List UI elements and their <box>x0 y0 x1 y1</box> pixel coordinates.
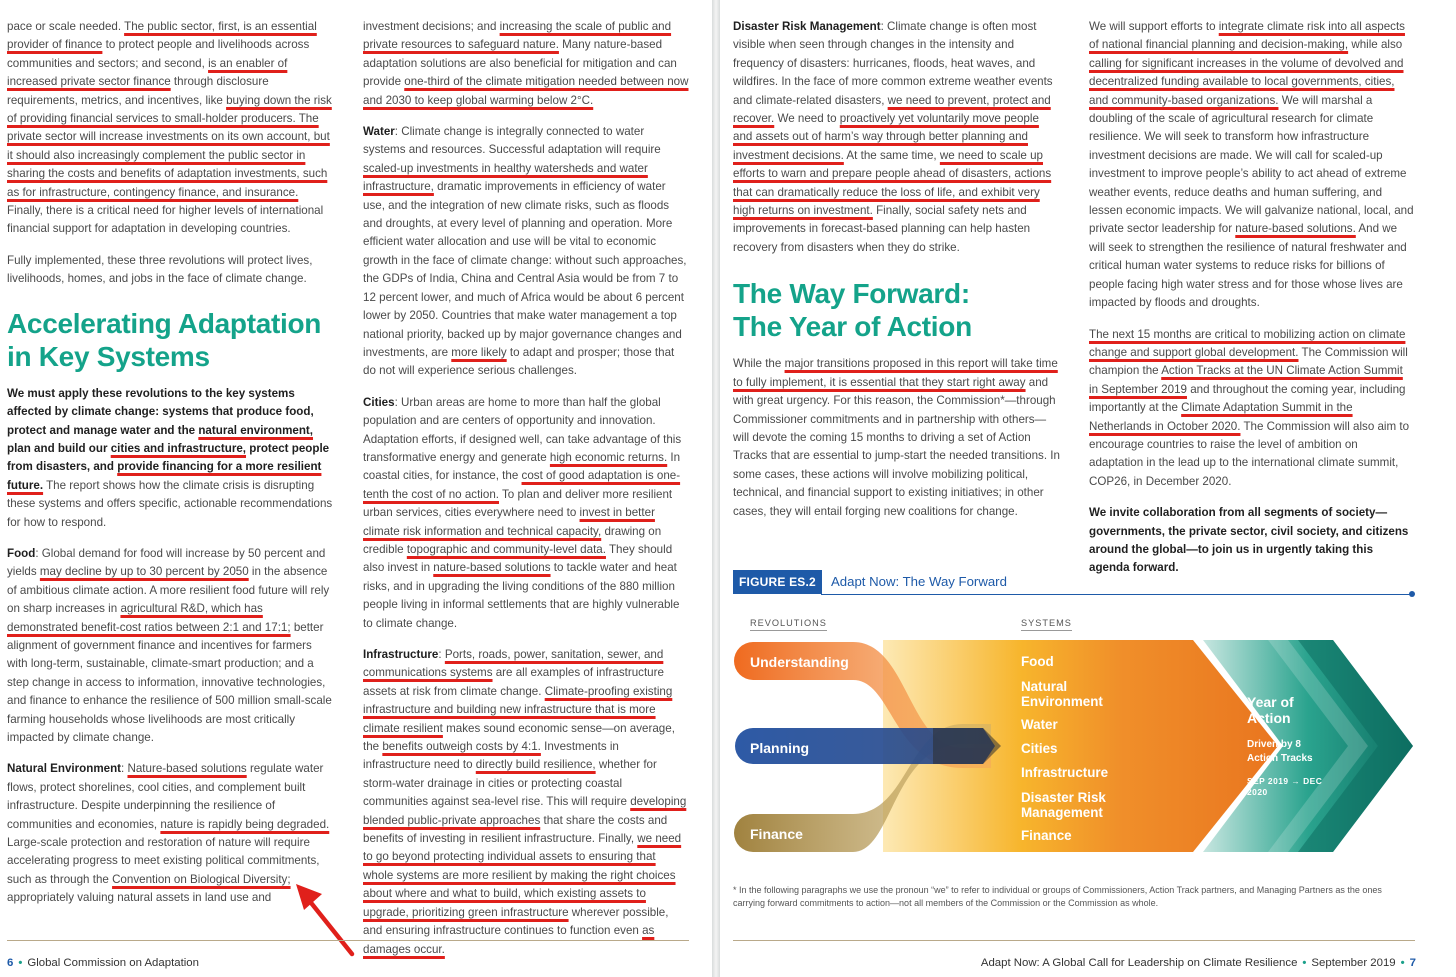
system-food: Food <box>1021 654 1054 669</box>
page-number-left: 6 <box>7 957 14 969</box>
figure-es2 <box>733 568 1415 858</box>
key-systems-lead: We must apply these revolutions to the key systems affected by climate change: systems that produce food, protect and manage water and the natural environment, plan and build our cities and infrastructure, protect people from disasters, and provide financing for a more resilient future. The report shows how the climate crisis is disrupting these systems and offers specific, actionable recommendations for how to respond. <box>7 386 333 529</box>
invite-collaboration-paragraph: We invite collaboration from all segments of society—governments, the private sector, civil society, and citizens around the global—to join us in urgently taking this agenda forward. <box>1089 506 1409 575</box>
cities-paragraph: Cities: Urban areas are home to more than half the global population and are centers of opportunity and innovation. Adaptation efforts, if designed well, can take advantage of this transformative energy and generate high economic returns. In coastal cities, for instance, the cost of good adaptation is one-tenth the cost of no action. To plan and deliver more resilient urban services, cities everywhere need to invest in better climate risk information and technical capacity, drawing on credible topographic and community-level data. They should also invest in nature-based solutions to tackle water and heat risks, and in upgrading the living conditions of the 880 million people living in informal settlements that are highly vulnerable to climate change. <box>363 395 682 630</box>
next-15-months-paragraph: The next 15 months are critical to mobilizing action on climate change and support global development. The Commission will champion the Action Tracks at the UN Climate Action Summit in September 2019 and throughout the coming year, including importantly at the Climate Adaptation Summit in the Netherlands in October 2020. The Commission will also aim to encourage countries to raise the level of ambition on adaptation in the lead up to the international climate summit, COP26, in December 2020. <box>1089 327 1410 488</box>
water-paragraph: Water: Climate change is integrally connected to water systems and resources. Successful adaptation will require scaled-up investments in healthy watersheds and water infrastructure, dramatic improvements in efficiency of water use, and the integration of new climate risks, such as floods and droughts, at every level of planning and operation. More efficient water allocation and use will be vital to economic growth in the face of climate change: without such approaches, the GDPs of India, China and Central Asia would be from 7 to 12 percent lower, and much of Africa would be about 6 percent lower by 2050. Countries that make water management a top national priority, backed up by major governance changes and investments, are more likely to adapt and prosper; those that do not will experience serious challenges. <box>363 125 687 378</box>
footer-title-right: Adapt Now: A Global Call for Leadership on Climate Resilience <box>980 957 1298 969</box>
section-heading-way-forward <box>733 277 1061 343</box>
heading-line-1: The Way Forward: <box>733 278 970 310</box>
page-gutter <box>712 0 720 977</box>
footer-dot-icon-right-2: • <box>1400 957 1405 969</box>
page-number-right: 7 <box>1409 957 1416 969</box>
revolution-finance: Finance <box>750 826 803 842</box>
year-of-action-title: Year of Action <box>1247 694 1294 726</box>
left-column-2 <box>363 18 689 972</box>
footer-dot-icon: • <box>18 957 23 969</box>
natural-environment-paragraph: Natural Environment: Nature-based solutions regulate water flows, protect shorelines, cool cities, and complement built infrastructure. Despite underpinning the resilience of communities and economies, nature is rapidly being degraded. Large-scale protection and restoration of nature will require accelerating progress to meet existing political commitments, such as through the Convention on Biological Diversity; appropriately valuing natural assets in land use and <box>7 762 330 905</box>
system-natural-environment: Natural Environment <box>1021 679 1103 709</box>
system-cities: Cities <box>1021 741 1058 756</box>
nature-investment-paragraph: investment decisions; and increasing the scale of public and private resources to safeguard nature. Many nature-based adaptation solutions are also beneficial for mitigation and can provide one-third of the climate mitigation needed between now and 2030 to keep global warming below 2°C. <box>363 20 689 107</box>
support-efforts-paragraph: We will support efforts to integrate climate risk into all aspects of national financial planning and decision-making, while also calling for significant increases in the volume of devolved and decentralized funding available to local governments, cities, and community-based organizations. We will marshal a doubling of the scale of agricultural research for climate resilience. We will seek to transform how infrastructure investment decisions are made. We will call for scaled-up investment to improve people’s ability to act ahead of extreme weather events, reduce deaths and human suffering, and lessen economic impacts. We will galvanize national, local, and private sector leadership for nature-based solutions. And we will seek to strengthen the resilience of natural freshwater and critical human water systems to reduce risks for billions of people facing high water stress and for those whose lives are impacted by floods and droughts. <box>1089 20 1414 310</box>
footnote: * In the following paragraphs we use the pronoun “we” to refer to individual or groups of Commissioners, Action Track partners, and Managing Partners as the ones carrying forward commitments to action—not all members of the Commission or the Commission as whole. <box>733 885 1382 908</box>
red-arrow-annotation-icon <box>292 880 358 960</box>
left-page <box>0 0 712 977</box>
footer-rule <box>7 940 689 941</box>
intro-paragraph: pace or scale needed. The public sector, first, is an essential provider of finance to protect people and livelihoods across communities and sectors; and second, is an enabler of increased private sector finance through disclosure requirements, metrics, and incentives, like buying down the risk of providing financial services to small-holder producers. The private sector will increase investments on its own account, but it should also increasingly complement the public sector in sharing the costs and benefits of adaptation investments, such as for infrastructure, contingency finance, and insurance. Finally, there is a critical need for higher levels of international financial support for adaptation in developing countries. <box>7 20 332 236</box>
left-footer <box>7 957 199 969</box>
footer-rule-right <box>733 940 1415 941</box>
driven-by-label: Driven by 8 Action Tracks <box>1247 739 1313 764</box>
heading-line-2: The Year of Action <box>733 311 972 343</box>
right-footer <box>981 957 1416 969</box>
revolution-understanding: Understanding <box>750 654 849 670</box>
left-column-1 <box>7 18 335 921</box>
footer-dot-icon-right: • <box>1302 957 1307 969</box>
revolutions-header: REVOLUTIONS <box>750 618 827 628</box>
right-column-1 <box>733 18 1061 534</box>
date-range-label: SEP 2019 → DEC 2020 <box>1247 776 1323 797</box>
revolution-planning: Planning <box>750 740 810 756</box>
footer-title-left: Global Commission on Adaptation <box>27 957 199 969</box>
disaster-risk-paragraph: Disaster Risk Management: Climate change is often most visible when seen through changes in the intensity and frequency of disasters: hurricanes, floods, heat waves, and wildfires. In the face of more common extreme weather events and climate-related disasters, we need to prevent, protect and recover. We need to proactively yet voluntarily move people and assets out of harm’s way through better planning and investment decisions. At the same time, we need to scale up efforts to warn and prepare people ahead of disasters, actions that can dramatically reduce the loss of life, and exhibit very high returns on investment. Finally, social safety nets and improvements in forecast-based planning can help hasten recovery from disasters when they do strike. <box>733 20 1053 254</box>
figure-tag: FIGURE ES.2 <box>733 570 822 594</box>
food-paragraph: Food: Global demand for food will increase by 50 percent and yields may decline by up to 30 percent by 2050 in the absence of ambitious climate action. A more resilient food future will rely on sharp increases in agricultural R&D, which has demonstrated benefit-cost ratios between 2:1 and 17:1; better alignment of government finance and incentives for farmers with long-term, sustainable, climate-smart production; and a step change in access to information, innovative technologies, and finance to enhance the resilience of 500 million small-scale farming households whose livelihoods are most critically impacted by climate change. <box>7 546 332 744</box>
implemented-paragraph: Fully implemented, these three revolutions will protect lives, livelihoods, homes, and jobs in the face of climate change. <box>7 253 313 286</box>
infrastructure-paragraph: Infrastructure: Ports, roads, power, sanitation, sewer, and communications systems are all examples of infrastructure assets at risk from climate change. Climate-proofing existing infrastructure and building new infrastructure that is more climate resilient makes sound economic sense—on average, the benefits outweigh costs by 4:1. Investments in infrastructure need to directly build resilience, whether for storm-water drainage in cities or protecting coastal communities against sea-level rise. This will require developing blended public-private approaches that share the costs and benefits of investing in resilient infrastructure. Finally, we need to go beyond protecting individual assets to ensuring that whole systems are more resilient by making the right choices about where and what to build, which existing assets to upgrade, prioritizing green infrastructure wherever possible, and ensuring infrastructure continues to function even as damages occur. <box>363 648 687 956</box>
systems-header: SYSTEMS <box>1021 618 1072 628</box>
way-forward-paragraph: While the major transitions proposed in this report will take time to fully implement, it is essential that they start right away and with great urgency. For this reason, the Commission*—through Commissioner commitments and in partnership with others—will devote the coming 15 months to driving a set of Action Tracks that are essential to jump-start the needed transitions. In some cases, these actions will involve mobilizing political, technical, and financial support to existing initiatives; in other cases, they will entail forging new coalitions for change. <box>733 357 1060 518</box>
system-disaster-risk-management: Disaster Risk Management <box>1021 790 1106 820</box>
system-finance: Finance <box>1021 828 1072 843</box>
footer-date: September 2019 <box>1311 957 1396 969</box>
system-water: Water <box>1021 717 1058 732</box>
figure-title: Adapt Now: The Way Forward <box>831 574 1007 589</box>
system-infrastructure: Infrastructure <box>1021 765 1109 780</box>
section-heading-key-systems: Accelerating Adaptation in Key Systems <box>7 307 322 372</box>
right-column-2 <box>1089 18 1415 591</box>
